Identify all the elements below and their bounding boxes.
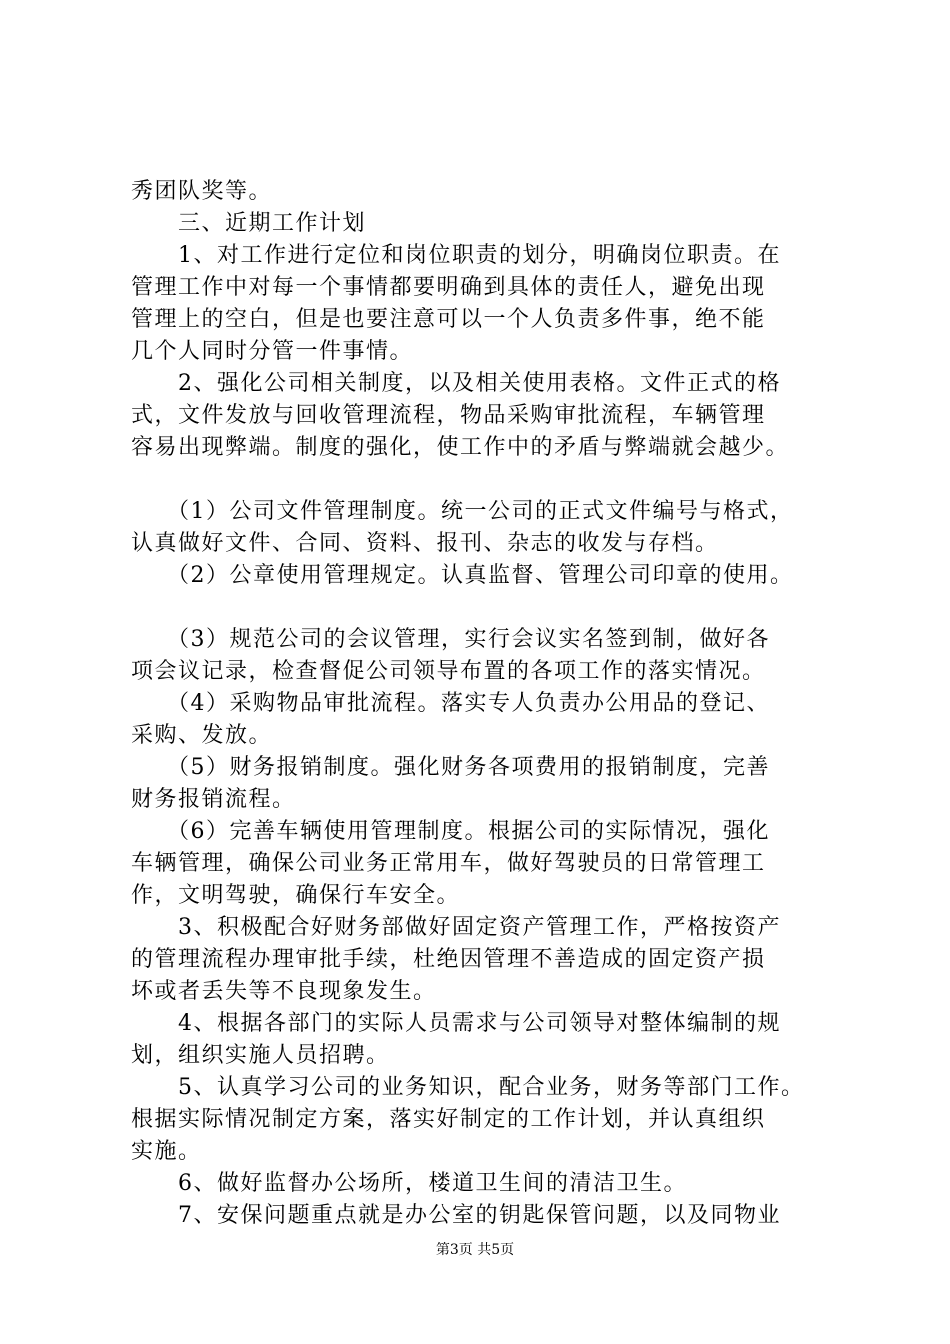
text-line: 6、做好监督办公场所，楼道卫生间的清洁卫生。 bbox=[131, 1171, 687, 1196]
text-line: 认真做好文件、合同、资料、报刊、杂志的收发与存档。 bbox=[131, 531, 719, 556]
text-line: （5）财务报销制度。强化财务各项费用的报销制度，完善 bbox=[131, 755, 770, 780]
text-line: 1、对工作进行定位和岗位职责的划分，明确岗位职责。在 bbox=[131, 243, 781, 268]
page-number-footer: 第3页 共5页 bbox=[435, 1242, 515, 1258]
text-line: 车辆管理，确保公司业务正常用车，做好驾驶员的日常管理工 bbox=[131, 851, 766, 876]
text-line: 3、积极配合好财务部做好固定资产管理工作，严格按资产 bbox=[131, 915, 781, 940]
text-line: 实施。 bbox=[131, 1139, 202, 1164]
text-line: 根据实际情况制定方案，落实好制定的工作计划，并认真组织 bbox=[131, 1107, 766, 1132]
text-line: 管理工作中对每一个事情都要明确到具体的责任人，避免出现 bbox=[131, 275, 766, 300]
text-line: 5、认真学习公司的业务知识，配合业务，财务等部门工作。 bbox=[131, 1075, 805, 1100]
text-line: 容易出现弊端。制度的强化，使工作中的矛盾与弊端就会越少。 bbox=[131, 435, 790, 460]
text-line: 7、安保问题重点就是办公室的钥匙保管问题，以及同物业 bbox=[131, 1203, 781, 1228]
text-line: 管理上的空白，但是也要注意可以一个人负责多件事，绝不能 bbox=[131, 307, 766, 332]
text-line: 项会议记录，检查督促公司领导布置的各项工作的落实情况。 bbox=[131, 659, 766, 684]
text-line: 2、强化公司相关制度，以及相关使用表格。文件正式的格 bbox=[131, 371, 781, 396]
text-line: 的管理流程办理审批手续，杜绝因管理不善造成的固定资产损 bbox=[131, 947, 766, 972]
text-line: 财务报销流程。 bbox=[131, 787, 296, 812]
text-line: （3）规范公司的会议管理，实行会议实名签到制，做好各 bbox=[131, 627, 770, 652]
text-line: （6）完善车辆使用管理制度。根据公司的实际情况，强化 bbox=[131, 819, 770, 844]
text-line: 坏或者丢失等不良现象发生。 bbox=[131, 979, 437, 1004]
text-line: 秀团队奖等。 bbox=[131, 179, 273, 204]
text-line: 几个人同时分管一件事情。 bbox=[131, 339, 414, 364]
text-line: （2）公章使用管理规定。认真监督、管理公司印章的使用。 bbox=[131, 563, 794, 588]
text-line: （1）公司文件管理制度。统一公司的正式文件编号与格式， bbox=[131, 499, 794, 524]
section-heading: 三、近期工作计划 bbox=[131, 211, 367, 236]
text-line: 采购、发放。 bbox=[131, 723, 273, 748]
text-line: 作，文明驾驶，确保行车安全。 bbox=[131, 883, 461, 908]
text-line: 式，文件发放与回收管理流程，物品采购审批流程，车辆管理 bbox=[131, 403, 766, 428]
text-line: 划，组织实施人员招聘。 bbox=[131, 1043, 390, 1068]
text-line: 4、根据各部门的实际人员需求与公司领导对整体编制的规 bbox=[131, 1011, 781, 1036]
text-line: （4）采购物品审批流程。落实专人负责办公用品的登记、 bbox=[131, 691, 770, 716]
